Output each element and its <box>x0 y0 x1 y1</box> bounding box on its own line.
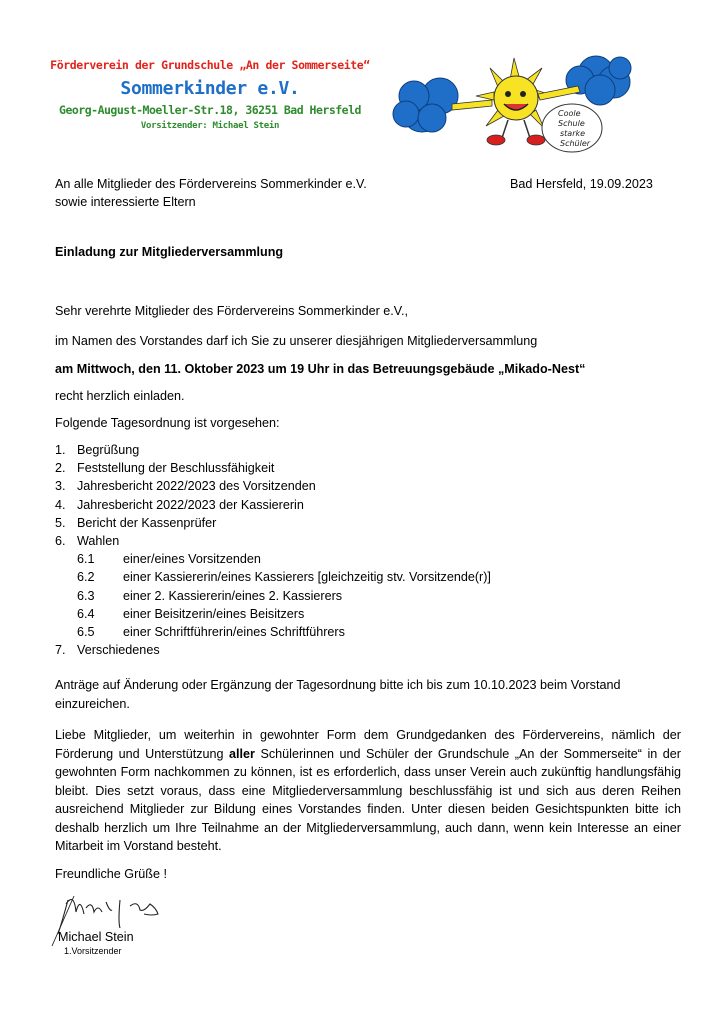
org-line: Förderverein der Grundschule „An der Sommerseite“ <box>50 58 370 72</box>
bubble-line-1: Coole <box>558 109 581 118</box>
motions-paragraph: Anträge auf Änderung oder Ergänzung der Tagesordnung bitte ich bis zum 10.10.2023 beim Vorstand einzureichen. <box>55 678 621 711</box>
bubble-line-4: Schüler <box>560 139 591 148</box>
recipient-line-1: An alle Mitglieder des Fördervereins Sommerkinder e.V. <box>55 177 367 191</box>
sun-face-icon <box>494 76 538 120</box>
right-shoe-icon <box>527 135 545 145</box>
bubble-line-3: starke <box>560 129 586 138</box>
subject: Einladung zur Mitgliederversammlung <box>55 245 284 259</box>
letterhead <box>0 0 724 160</box>
sun-logo <box>392 52 632 160</box>
signer-name: Michael Stein <box>58 930 134 944</box>
body-paragraph: Liebe Mitglieder, um weiterhin in gewohnter Form dem Grundgedanken des Fördervereins, nämlich der Förderung und Unterstützung aller Schülerinnen und Schüler der Grundschule „An der Sommerseite“ in der gewohnten Form nachkommen zu können, ist es erforderlich, dass unser Verein auch zukünftig handlungsfähig bleibt. Dies setzt voraus, dass eine Mitgliederversammlung beschlussfähig ist und sich aus deren Reihen ausreichend Mitglieder zur Bildung eines Vorstandes finden. Unter diesen beiden Gesichtspunkten bitte ich deshalb herzlich um Ihre Teilnahme an der Mitgliederversammlung, auch dann, wenn kein Interesse an einer Mitarbeit im Vorstand besteht. <box>55 728 681 853</box>
invite-line: recht herzlich einladen. <box>55 389 185 403</box>
salutation: Sehr verehrte Mitglieder des Fördervereins Sommerkinder e.V., <box>55 304 409 318</box>
right-cloud-icon <box>566 56 631 105</box>
org-address: Georg-August-Moeller-Str.18, 36251 Bad Hersfeld <box>59 103 361 117</box>
org-name: Sommerkinder e.V. <box>120 78 300 99</box>
body-emphasis: aller <box>229 746 255 761</box>
date-location: am Mittwoch, den 11. Oktober 2023 um 19 Uhr in das Betreuungsgebäude „Mikado-Nest“ <box>55 362 586 376</box>
recipient-line-2: sowie interessierte Eltern <box>55 195 196 209</box>
closing: Freundliche Grüße ! <box>55 867 167 881</box>
org-chair: Vorsitzender: Michael Stein <box>140 121 280 131</box>
intro-line: im Namen des Vorstandes darf ich Sie zu unserer diesjährigen Mitgliederversammlung <box>55 334 538 348</box>
place-date: Bad Hersfeld, 19.09.2023 <box>510 177 653 191</box>
left-shoe-icon <box>487 135 505 145</box>
letterhead-text <box>40 58 380 131</box>
agenda-intro: Folgende Tagesordnung ist vorgesehen: <box>55 416 280 430</box>
left-cloud-icon <box>393 78 458 132</box>
signer-role: 1.Vorsitzender <box>64 946 122 956</box>
bubble-line-2: Schule <box>558 119 585 128</box>
